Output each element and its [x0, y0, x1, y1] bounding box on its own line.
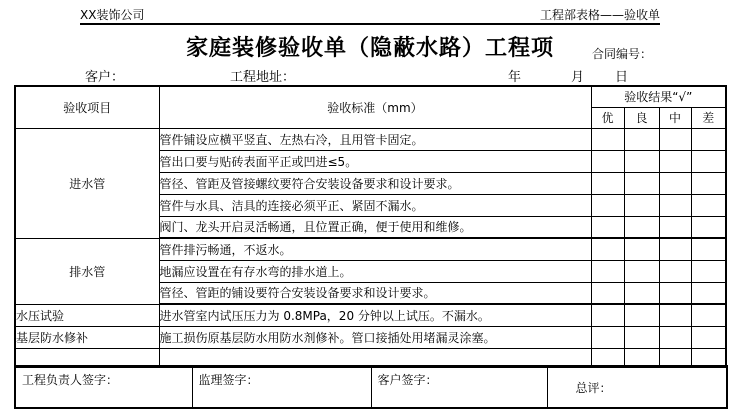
result-cell[interactable] [691, 282, 726, 304]
page-title: 家庭装修验收单（隐蔽水路）工程项 [185, 36, 554, 61]
customer-label: 客户： [85, 70, 125, 85]
standard-row [15, 326, 726, 348]
item-cell-pressure-test: 水压试验 [15, 304, 159, 326]
standard-cell: 管出口要与贴砖表面平正或凹进≤5。 [159, 150, 591, 172]
standard-column-header: 验收标准（mm） [159, 86, 591, 128]
result-cell[interactable] [624, 238, 659, 260]
result-cell[interactable] [659, 128, 691, 150]
signature-table [14, 365, 728, 409]
result-column-header: 验收结果“√” [591, 86, 726, 107]
month-label: 月 [571, 70, 585, 85]
result-cell[interactable] [659, 304, 691, 326]
result-cell[interactable] [659, 282, 691, 304]
result-cell[interactable] [624, 216, 659, 238]
result-cell[interactable] [591, 304, 624, 326]
result-cell[interactable] [591, 172, 624, 194]
form-type-label: 工程部表格——验收单 [539, 8, 660, 22]
contract-number-label: 合同编号： [592, 47, 653, 61]
year-label: 年 [508, 70, 522, 85]
result-cell[interactable] [691, 172, 726, 194]
standard-cell: 管径、管距及管接螺纹要符合安装设备要求和设计要求。 [159, 172, 591, 194]
customer-signature-cell[interactable]: 客户签字： [371, 366, 547, 408]
result-cell[interactable] [591, 216, 624, 238]
standard-cell: 地漏应设置在有存水弯的排水道上。 [159, 260, 591, 282]
result-cell[interactable] [691, 128, 726, 150]
grade-header-poor: 差 [691, 107, 726, 128]
result-cell[interactable] [591, 194, 624, 216]
item-cell-drain-pipe: 排水管 [15, 238, 159, 304]
result-cell[interactable] [591, 282, 624, 304]
result-cell[interactable] [591, 326, 624, 348]
standard-cell: 管件排污畅通，不返水。 [159, 238, 591, 260]
grade-header-fair: 中 [659, 107, 691, 128]
item-cell-waterproof-repair: 基层防水修补 [15, 326, 159, 348]
result-cell[interactable] [691, 216, 726, 238]
table-header-row-1 [15, 86, 726, 107]
result-cell[interactable] [591, 238, 624, 260]
result-cell[interactable] [659, 150, 691, 172]
day-label: 日 [615, 70, 629, 85]
standard-cell: 进水管室内试压压力为 0.8MPa，20 分钟以上试压。不漏水。 [159, 304, 591, 326]
project-address-label: 工程地址： [230, 70, 296, 85]
item-column-header: 验收项目 [15, 86, 159, 128]
overall-rating-cell[interactable]: 总评： [547, 366, 727, 408]
result-cell[interactable] [624, 128, 659, 150]
result-cell[interactable] [624, 304, 659, 326]
result-cell[interactable] [659, 238, 691, 260]
supervisor-signature-cell[interactable]: 监理签字： [192, 366, 371, 408]
result-cell[interactable] [624, 282, 659, 304]
page-header [80, 5, 660, 25]
standard-cell: 管件铺设应横平竖直、左热右冷，且用管卡固定。 [159, 128, 591, 150]
standard-cell: 施工损伤原基层防水用防水剂修补。管口接插处用堵漏灵涂塞。 [159, 326, 591, 348]
result-cell[interactable] [624, 260, 659, 282]
standard-cell: 管径、管距的铺设要符合安装设备要求和设计要求。 [159, 282, 591, 304]
result-cell[interactable] [691, 150, 726, 172]
result-cell[interactable] [624, 194, 659, 216]
item-cell-water-supply: 进水管 [15, 128, 159, 238]
result-cell[interactable] [591, 150, 624, 172]
result-cell[interactable] [624, 172, 659, 194]
result-cell[interactable] [691, 194, 726, 216]
acceptance-table [14, 85, 727, 368]
standard-cell: 管件与水具、洁具的连接必须平正、紧固不漏水。 [159, 194, 591, 216]
standard-cell: 阀门、龙头开启灵活畅通，且位置正确，便于使用和维修。 [159, 216, 591, 238]
result-cell[interactable] [691, 260, 726, 282]
result-cell[interactable] [624, 326, 659, 348]
result-cell[interactable] [659, 216, 691, 238]
result-cell[interactable] [591, 128, 624, 150]
result-cell[interactable] [659, 194, 691, 216]
standard-row [15, 128, 726, 150]
grade-header-good: 良 [624, 107, 659, 128]
grade-header-excellent: 优 [591, 107, 624, 128]
result-cell[interactable] [691, 326, 726, 348]
result-cell[interactable] [591, 260, 624, 282]
result-cell[interactable] [691, 304, 726, 326]
standard-row [15, 238, 726, 260]
result-cell[interactable] [659, 172, 691, 194]
result-cell[interactable] [659, 326, 691, 348]
result-cell[interactable] [659, 260, 691, 282]
result-cell[interactable] [624, 150, 659, 172]
company-name: XX装饰公司 [80, 8, 145, 22]
manager-signature-cell[interactable]: 工程负责人签字： [15, 366, 192, 408]
result-cell[interactable] [691, 238, 726, 260]
standard-row [15, 304, 726, 326]
signature-row [15, 366, 727, 408]
